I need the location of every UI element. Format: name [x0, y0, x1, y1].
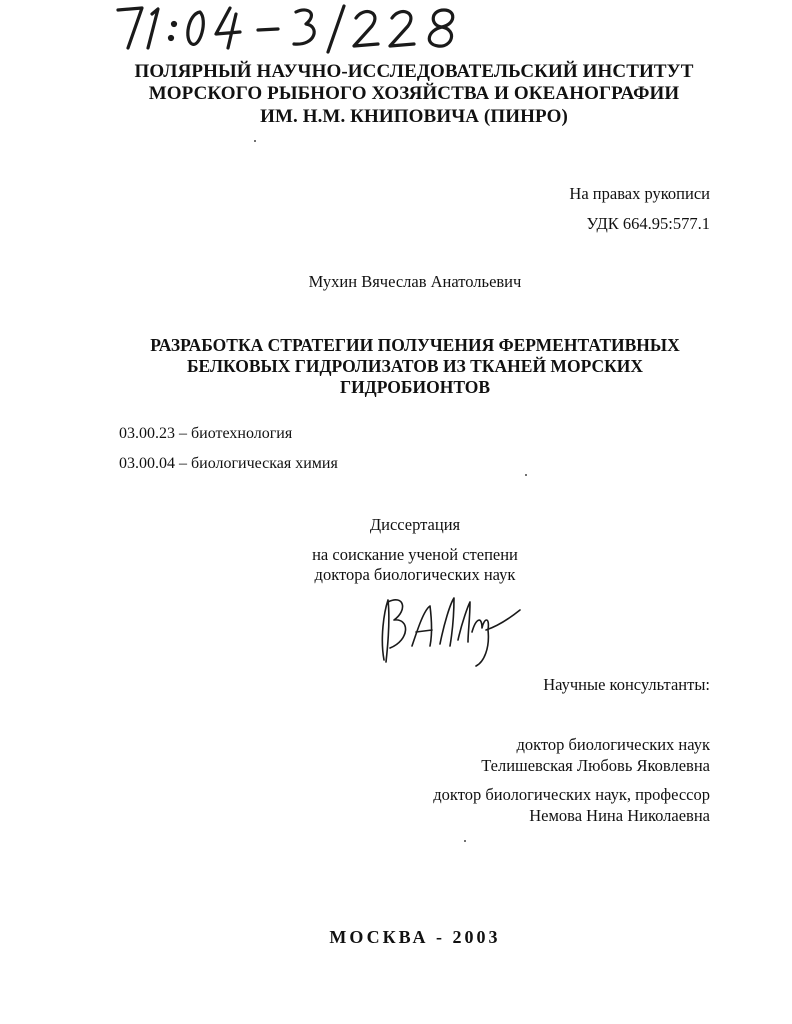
scan-speck: [464, 840, 466, 842]
document-type: Диссертация: [369, 515, 461, 534]
degree-line-1: на соискание ученой степени: [312, 545, 518, 564]
city-year: МОСКВА - 2003: [329, 927, 501, 947]
specialty-item: 03.00.23 – биотехнология: [119, 425, 293, 442]
signature-drawing: [370, 588, 530, 668]
dissertation-title-line-3: ГИДРОБИОНТОВ: [339, 377, 491, 397]
consultant-degree: доктор биологических наук: [516, 735, 710, 754]
scan-speck: [525, 474, 527, 476]
consultant-name: Немова Нина Николаевна: [529, 806, 710, 825]
scan-speck: [254, 140, 256, 142]
degree-line-2: доктора биологических наук: [314, 565, 516, 584]
udc-code: УДК 664.95:577.1: [586, 214, 710, 233]
consultant-name: Телишевская Любовь Яковлевна: [481, 756, 710, 775]
handwritten-number-drawing: [112, 0, 492, 56]
dissertation-title-line-2: БЕЛКОВЫХ ГИДРОЛИЗАТОВ ИЗ ТКАНЕЙ МОРСКИХ: [186, 356, 644, 376]
consultant-degree: доктор биологических наук, профессор: [433, 785, 710, 804]
consultants-heading: Научные консультанты:: [543, 675, 710, 694]
institute-name-line-2: МОРСКОГО РЫБНОГО ХОЗЯЙСТВА И ОКЕАНОГРАФИИ: [148, 83, 680, 104]
dissertation-title-line-1: РАЗРАБОТКА СТРАТЕГИИ ПОЛУЧЕНИЯ ФЕРМЕНТАТИВНЫХ: [150, 335, 680, 355]
institute-name-line-3: ИМ. Н.М. КНИПОВИЧА (ПИНРО): [260, 106, 568, 127]
specialty-item: 03.00.04 – биологическая химия: [119, 455, 338, 472]
institute-name-line-1: ПОЛЯРНЫЙ НАУЧНО-ИССЛЕДОВАТЕЛЬСКИЙ ИНСТИТУТ: [134, 61, 694, 82]
author-signature: [370, 588, 530, 668]
author-name: Мухин Вячеслав Анатольевич: [308, 272, 522, 291]
handwritten-registration-number: [112, 0, 492, 56]
manuscript-rights-note: На правах рукописи: [569, 184, 710, 203]
